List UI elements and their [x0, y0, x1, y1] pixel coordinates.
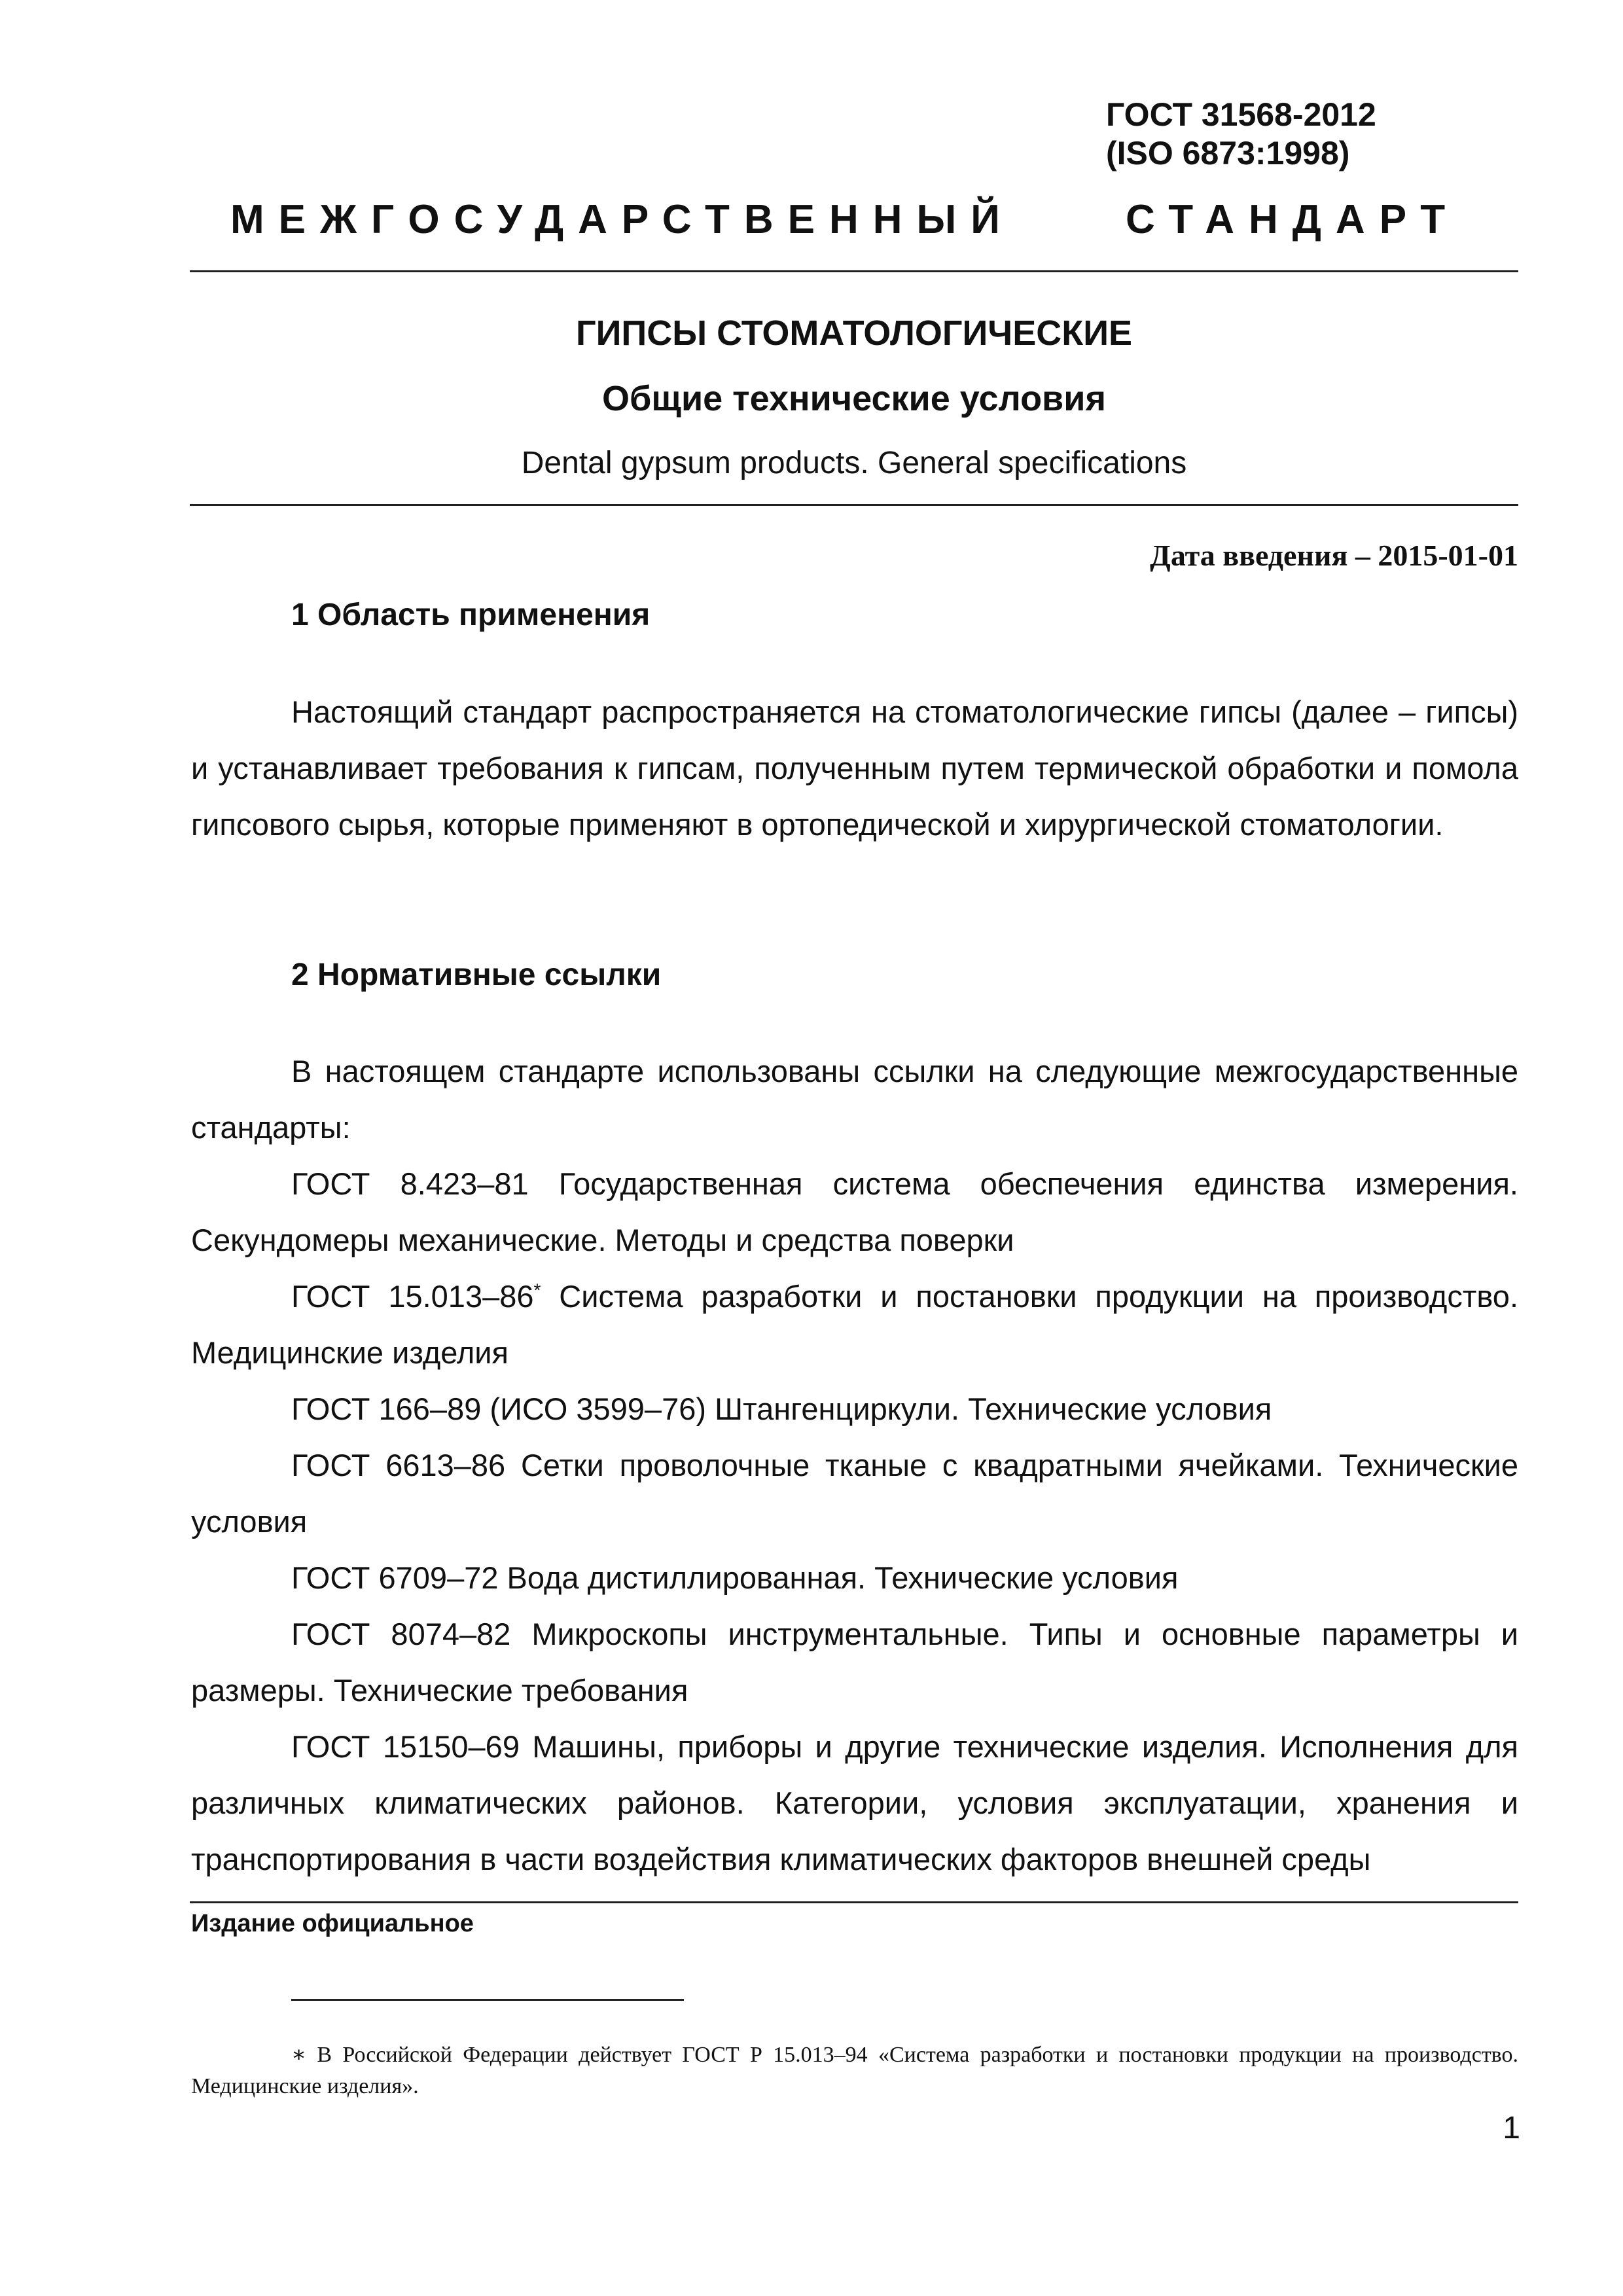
- document-subtitle: Общие технические условия: [602, 379, 1106, 418]
- header-divider: [190, 270, 1518, 272]
- official-edition-label: Издание официальное: [191, 1910, 474, 1937]
- reference-code: ГОСТ 15.013–86: [291, 1279, 534, 1314]
- page-number: 1: [1503, 2111, 1520, 2145]
- standard-code: ГОСТ 31568-2012: [1106, 96, 1376, 133]
- iso-equivalent-code: (ISO 6873:1998): [1106, 135, 1350, 171]
- banner-interstate: МЕЖГОСУДАРСТВЕННЫЙ: [230, 197, 1014, 242]
- title-divider: [190, 504, 1518, 506]
- scope-paragraph: Настоящий стандарт распространяется на стоматологические гипсы (далее – гипсы) и устанавливает требования к гипсам, полученным путем термической обработки и помола гипсового сырья, которые применяют в ортопедической и хирургической стоматологии.: [191, 694, 1518, 842]
- reference-item: ГОСТ 15150–69 Машины, приборы и другие технические изделия. Исполнения для различных климатических районов. Категории, условия эксплуатации, хранения и транспортирования в части воздействия климатических факторов внешней среды: [191, 1729, 1518, 1876]
- reference-item: ГОСТ 8.423–81 Государственная система обеспечения единства измерения. Секундомеры механические. Методы и средства поверки: [191, 1166, 1518, 1257]
- footer-divider: [190, 1901, 1518, 1903]
- english-title: Dental gypsum products. General specifications: [521, 446, 1187, 480]
- reference-item: ГОСТ 8074–82 Микроскопы инструментальные. Типы и основные параметры и размеры. Технические требования: [191, 1617, 1518, 1708]
- section-heading-scope: 1 Область применения: [291, 598, 651, 632]
- references-intro: В настоящем стандарте использованы ссылки на следующие межгосударственные стандарты:: [191, 1054, 1518, 1145]
- reference-item: ГОСТ 6613–86 Сетки проволочные тканые с квадратными ячейками. Технические условия: [191, 1448, 1518, 1539]
- introduction-date: Дата введения – 2015-01-01: [1150, 539, 1518, 572]
- footnote-marker: *: [533, 1280, 541, 1300]
- section-scope-body: [191, 684, 1518, 853]
- footnote-divider: [291, 1999, 684, 2001]
- reference-title: Система разработки и постановки продукции на производство. Медицинские изделия: [191, 1279, 1518, 1370]
- section-references-body: [191, 1043, 1518, 1888]
- section-heading-references: 2 Нормативные ссылки: [291, 958, 662, 992]
- document-title: ГИПСЫ СТОМАТОЛОГИЧЕСКИЕ: [575, 314, 1133, 353]
- footnote: [191, 2039, 1518, 2102]
- reference-item: ГОСТ 166–89 (ИСО 3599–76) Штангенциркули. Технические условия: [291, 1391, 1272, 1426]
- banner-standard: СТАНДАРТ: [1126, 197, 1460, 242]
- reference-item: ГОСТ 6709–72 Вода дистиллированная. Технические условия: [291, 1560, 1179, 1595]
- footnote-text: ∗ В Российской Федерации действует ГОСТ Р 15.013–94 «Система разработки и постановки продукции на производство. Медицинские изделия».: [191, 2043, 1518, 2098]
- reference-item: [191, 1268, 1518, 1381]
